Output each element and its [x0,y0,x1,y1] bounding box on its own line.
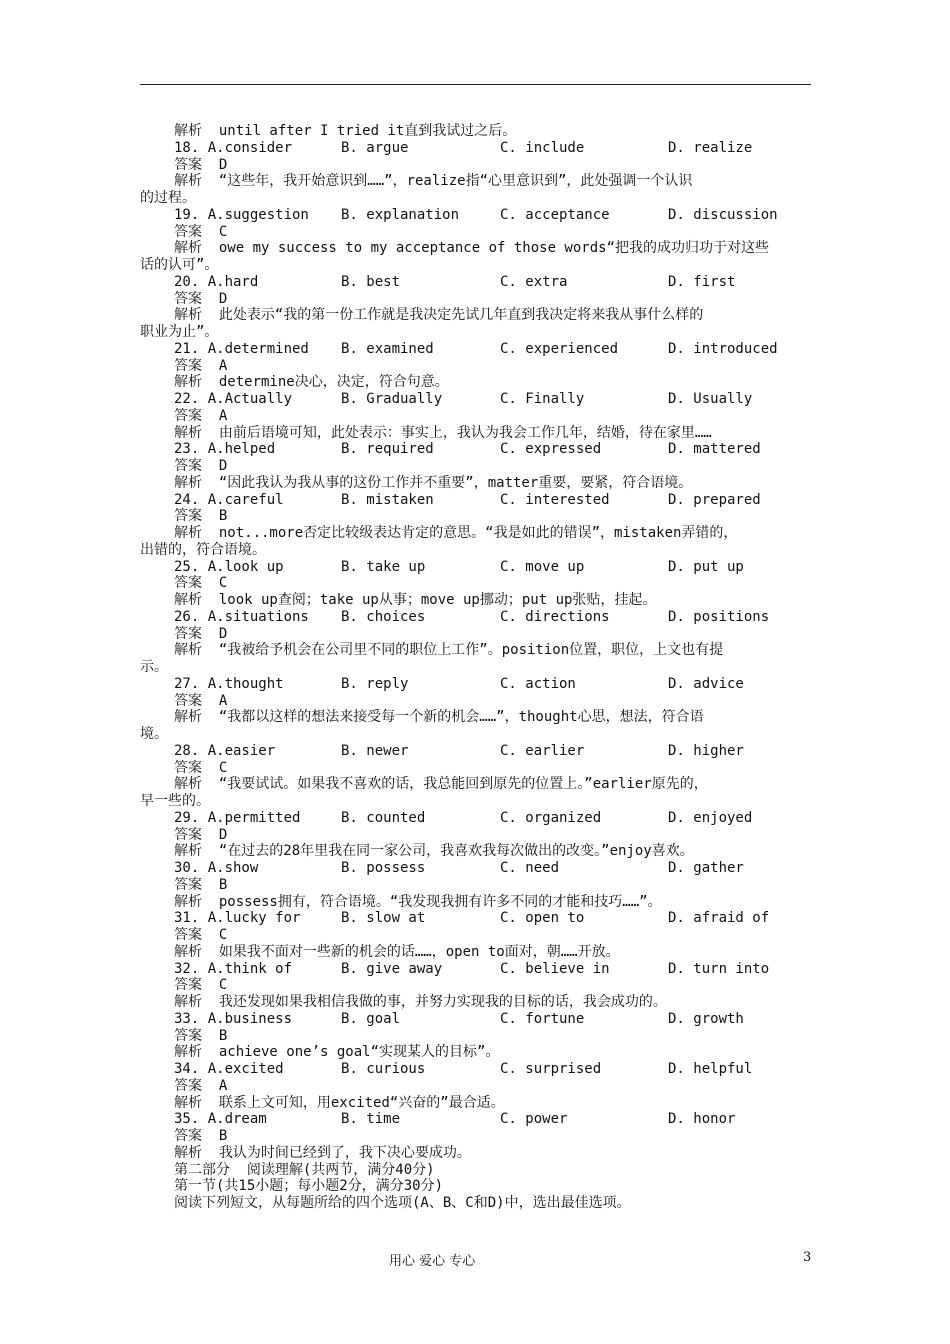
question-options [140,810,815,827]
option-d: D. positions [668,608,770,625]
question-options [140,1011,815,1028]
explanation-line: 解析 “我被给予机会在公司里不同的职位上工作”。position位置，职位，上文也有提 [174,642,724,659]
option-c: C. directions [500,608,610,625]
explanation-line: 解析 until after I tried it直到我试过之后。 [174,123,517,139]
option-b: B. counted [341,809,426,826]
option-a: 24. A.careful [174,491,284,508]
explanation-line: 解析 determine决心，决定，符合句意。 [174,374,449,391]
option-a: 34. A.excited [174,1061,284,1077]
section-line: 第一节(共15小题；每小题2分，满分30分) [174,1178,444,1195]
option-b: B. take up [341,558,426,575]
question-options [140,676,815,693]
question-options [140,207,815,224]
option-c: C. move up [500,558,585,575]
header-rule [140,84,811,85]
option-d: D. advice [668,675,744,692]
answer-line: 答案 B [174,1128,228,1144]
document-body [140,123,815,1212]
answer-line: 答案 C [174,977,228,994]
option-c: C. interested [500,491,610,508]
option-a: 35. A.dream [174,1111,267,1128]
option-d: D. afraid of [668,910,770,927]
option-a: 21. A.determined [174,340,309,357]
answer-line: 答案 C [174,575,228,592]
option-c: C. believe in [500,960,610,977]
option-b: B. choices [341,608,426,625]
option-b: B. newer [341,742,409,759]
option-d: D. introduced [668,340,778,357]
explanation-line: 解析 我认为时间已经到了，我下决心要成功。 [174,1144,471,1161]
question-options [140,743,815,760]
explanation-line: 解析 “这些年，我开始意识到……”，realize指“心里意识到”，此处强调一个认识 [174,173,693,190]
option-a: 25. A.look up [174,558,284,575]
explanation-line: 解析 “我都以这样的想法来接受每一个新的机会……”，thought心思，想法，符合语 [174,709,704,726]
option-b: B. explanation [341,206,460,223]
option-a: 27. A.thought [174,675,284,692]
option-a: 23. A.helped [174,441,276,458]
option-b: B. best [341,273,401,290]
explanation-line: 解析 not...more否定比较级表达肯定的意思。“我是如此的错误”，mistaken弄错的， [174,525,738,541]
question-options [140,441,815,458]
option-c: C. earlier [500,742,585,759]
option-b: B. give away [341,960,443,977]
option-c: C. open to [500,910,585,927]
answer-line: 答案 C [174,223,228,240]
explanation-line: 解析 “因此我认为我从事的这份工作并不重要”，matter重要，要紧，符合语境。 [174,474,693,491]
answer-line: 答案 B [174,1027,228,1044]
option-d: D. turn into [668,960,770,977]
option-a: 28. A.easier [174,742,276,759]
option-b: B. time [341,1111,401,1128]
continuation-line: 话的认可”。 [140,257,219,273]
question-options [140,1111,815,1128]
answer-line: 答案 A [174,1077,228,1094]
answer-line: 答案 D [174,156,228,173]
answer-line: 答案 D [174,625,228,642]
continuation-line: 早一些的。 [140,793,210,809]
explanation-line: 解析 此处表示“我的第一份工作就是我决定先试几年直到我决定将来我从事什么样的 [174,307,704,324]
option-d: D. discussion [668,206,778,223]
explanation-line: 解析 联系上文可知，用excited“兴奋的”最合适。 [174,1094,505,1111]
option-a: 31. A.lucky for [174,910,301,927]
answer-line: 答案 D [174,290,228,307]
answer-line: 答案 A [174,357,228,374]
continuation-line: 的过程。 [140,190,196,206]
answer-line: 答案 B [174,876,228,893]
option-a: 19. A.suggestion [174,206,309,223]
answer-line: 答案 A [174,407,228,424]
option-b: B. reply [341,675,409,692]
option-a: 29. A.permitted [174,809,301,826]
question-options [140,860,815,877]
continuation-line: 示。 [140,659,168,675]
explanation-line: 解析 如果我不面对一些新的机会的话……，open to面对，朝……开放。 [174,943,620,960]
option-b: B. curious [341,1061,426,1077]
option-a: 18. A.consider [174,139,293,156]
section-line: 阅读下列短文，从每题所给的四个选项(A、B、C和D)中，选出最佳选项。 [174,1195,631,1211]
explanation-line: 解析 achieve one’s goal“实现某人的目标”。 [174,1044,500,1061]
question-options [140,609,815,626]
question-options [140,910,815,927]
option-b: B. mistaken [341,491,434,508]
answer-line: 答案 D [174,458,228,474]
explanation-line: 解析 “我要试试。如果我不喜欢的话，我总能回到原先的位置上。”earlier原先的， [174,776,708,793]
option-d: D. put up [668,558,744,575]
option-c: C. fortune [500,1010,585,1027]
question-options [140,274,815,291]
option-c: C. action [500,675,576,692]
question-options [140,391,815,408]
option-a: 26. A.situations [174,608,309,625]
option-c: C. Finally [500,391,585,407]
option-a: 32. A.think of [174,960,293,977]
option-c: C. extra [500,273,568,290]
option-c: C. expressed [500,441,602,458]
section-line: 第二部分 阅读理解(共两节，满分40分) [174,1161,435,1178]
option-d: D. enjoyed [668,809,753,826]
option-a: 30. A.show [174,860,259,876]
option-b: B. slow at [341,910,426,927]
answer-line: 答案 A [174,692,228,709]
question-options [140,140,815,157]
option-d: D. mattered [668,441,761,458]
answer-line: 答案 D [174,826,228,843]
explanation-line: 解析 由前后语境可知，此处表示：事实上，我认为我会工作几年，结婚，待在家里…… [174,424,712,441]
question-options [140,492,815,509]
option-d: D. first [668,273,736,290]
explanation-line: 解析 “在过去的28年里我在同一家公司，我喜欢我每次做出的改变。”enjoy喜欢。 [174,843,694,860]
option-a: 20. A.hard [174,273,259,290]
option-c: C. acceptance [500,206,610,223]
option-a: 33. A.business [174,1010,293,1027]
option-c: C. organized [500,809,602,826]
question-options [140,1061,815,1078]
answer-line: 答案 C [174,927,228,943]
option-d: D. realize [668,139,753,156]
option-b: B. examined [341,340,434,357]
option-b: B. argue [341,139,409,156]
explanation-line: 解析 我还发现如果我相信我做的事，并努力实现我的目标的话，我会成功的。 [174,994,667,1010]
answer-line: 答案 C [174,759,228,776]
answer-line: 答案 B [174,508,228,525]
option-c: C. include [500,139,585,156]
option-b: B. goal [341,1010,401,1027]
continuation-line: 出错的，符合语境。 [140,541,266,558]
option-d: D. Usually [668,391,753,407]
question-options [140,961,815,978]
option-c: C. need [500,860,560,876]
continuation-line: 境。 [140,726,168,742]
explanation-line: 解析 possess拥有，符合语境。“我发现我拥有许多不同的才能和技巧……”。 [174,893,662,910]
continuation-line: 职业为止”。 [140,324,219,340]
page-number: 3 [803,1250,812,1265]
option-b: B. required [341,441,434,458]
option-d: D. prepared [668,491,761,508]
option-c: C. experienced [500,340,619,357]
option-c: C. power [500,1111,568,1128]
option-c: C. surprised [500,1061,602,1077]
question-options [140,559,815,576]
explanation-line: 解析 owe my success to my acceptance of those words“把我的成功归功于对这些 [174,240,770,257]
footer-motto: 用心 爱心 专心 [389,1254,476,1269]
option-b: B. possess [341,860,426,876]
option-d: D. growth [668,1010,744,1027]
option-d: D. higher [668,742,744,759]
question-options [140,341,815,358]
option-a: 22. A.Actually [174,391,293,407]
explanation-line: 解析 look up查阅；take up从事；move up挪动；put up张贴，挂起。 [174,592,657,608]
option-d: D. helpful [668,1061,753,1077]
option-d: D. gather [668,860,744,876]
option-d: D. honor [668,1111,736,1128]
option-b: B. Gradually [341,391,443,407]
